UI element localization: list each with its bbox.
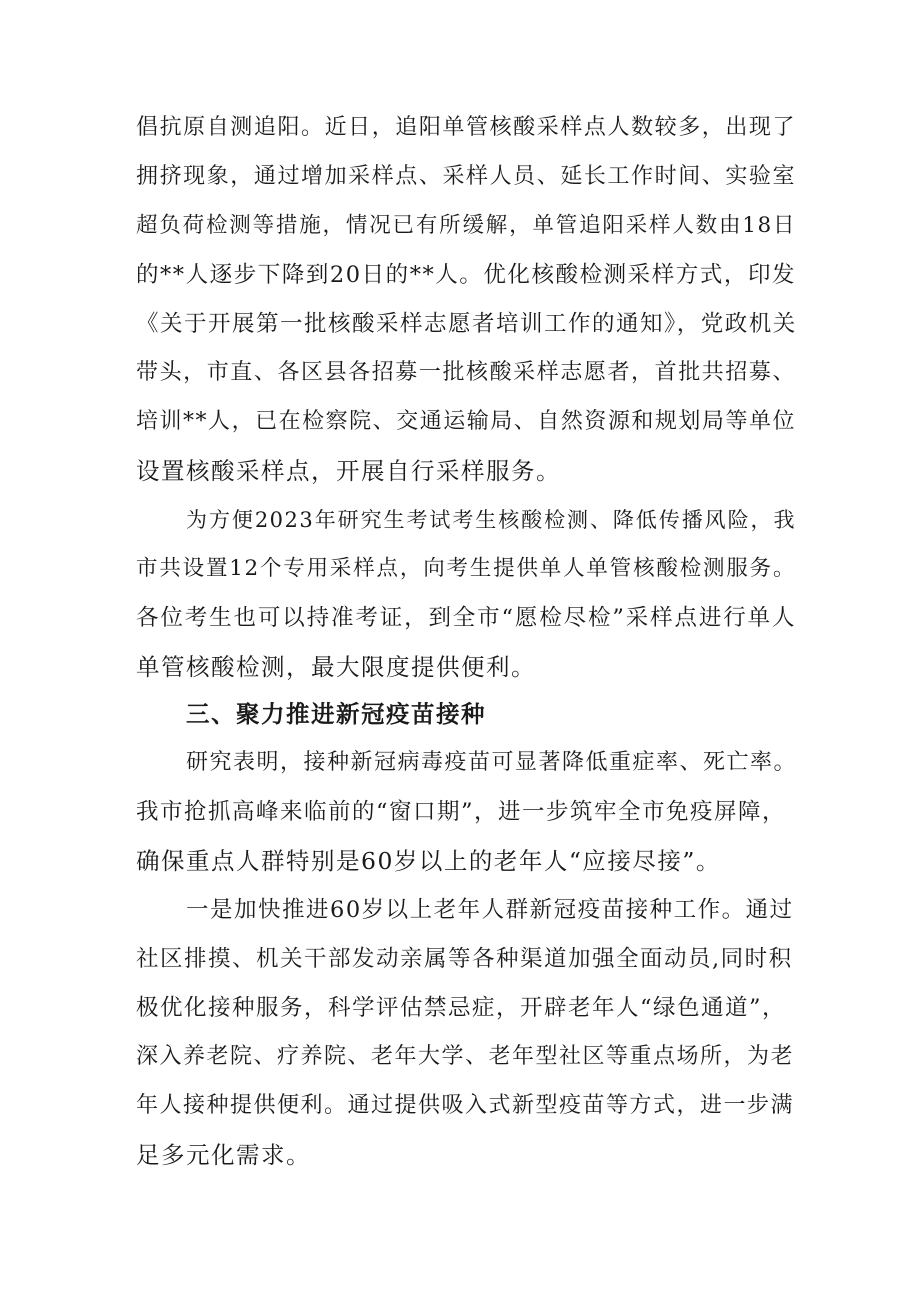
paragraph-line: 各位考生也可以持准考证，到全市“愿检尽检”采样点进行单人: [136, 605, 796, 631]
paragraph-line: 超负荷检测等措施，情况已有所缓解，单管追阳采样人数由18日: [136, 213, 796, 238]
paragraph-line: 拥挤现象，通过增加采样点、采样人员、延长工作时间、实验室: [136, 164, 796, 189]
paragraph-line: 研究表明，接种新冠病毒疫苗可显著降低重症率、死亡率。: [186, 750, 798, 775]
paragraph-line: 我市抢抓高峰来临前的“窗口期”，进一步筑牢全市免疫屏障，: [136, 799, 787, 825]
paragraph-line: 单管核酸检测，最大限度提供便利。: [136, 653, 536, 681]
paragraph-line: 设置核酸采样点，开展自行采样服务。: [136, 457, 561, 485]
paragraph-line: 深入养老院、疗养院、老年大学、老年型社区等重点场所，为老: [136, 1044, 795, 1069]
paragraph-line: 年人接种提供便利。通过提供吸入式新型疫苗等方式，进一步满: [136, 1093, 795, 1118]
paragraph-line: 足多元化需求。: [136, 1141, 311, 1169]
paragraph-line: 《关于开展第一批核酸采样志愿者培训工作的通知》，党政机关: [136, 311, 797, 337]
paragraph-line: 倡抗原自测追阳。近日，追阳单管核酸采样点人数较多，出现了: [136, 115, 796, 140]
paragraph-line: 社区排摸、机关干部发动亲属等各种渠道加强全面动员,同时积: [136, 946, 793, 972]
paragraph-line: 培训**人，已在检察院、交通运输局、自然资源和规划局等单位: [136, 409, 796, 434]
section-heading: 三、聚力推进新冠疫苗接种: [186, 700, 486, 728]
paragraph-line: 一是加快推进60岁以上老年人群新冠疫苗接种工作。通过: [186, 897, 794, 923]
paragraph-line: 的**人逐步下降到20日的**人。优化核酸检测采样方式，印发: [136, 262, 796, 288]
paragraph-line: 确保重点人群特别是60岁以上的老年人“应接尽接”。: [136, 847, 721, 875]
paragraph-line: 极优化接种服务，科学评估禁忌症，开辟老年人“绿色通道”，: [136, 995, 787, 1021]
paragraph-line: 为方便2023年研究生考试考生核酸检测、降低传播风险，我: [186, 508, 796, 532]
paragraph-line: 带头，市直、各区县各招募一批核酸采样志愿者，首批共招募、: [136, 360, 796, 385]
paragraph-line: 市共设置12个专用采样点，向考生提供单人单管核酸检测服务。: [136, 556, 796, 581]
